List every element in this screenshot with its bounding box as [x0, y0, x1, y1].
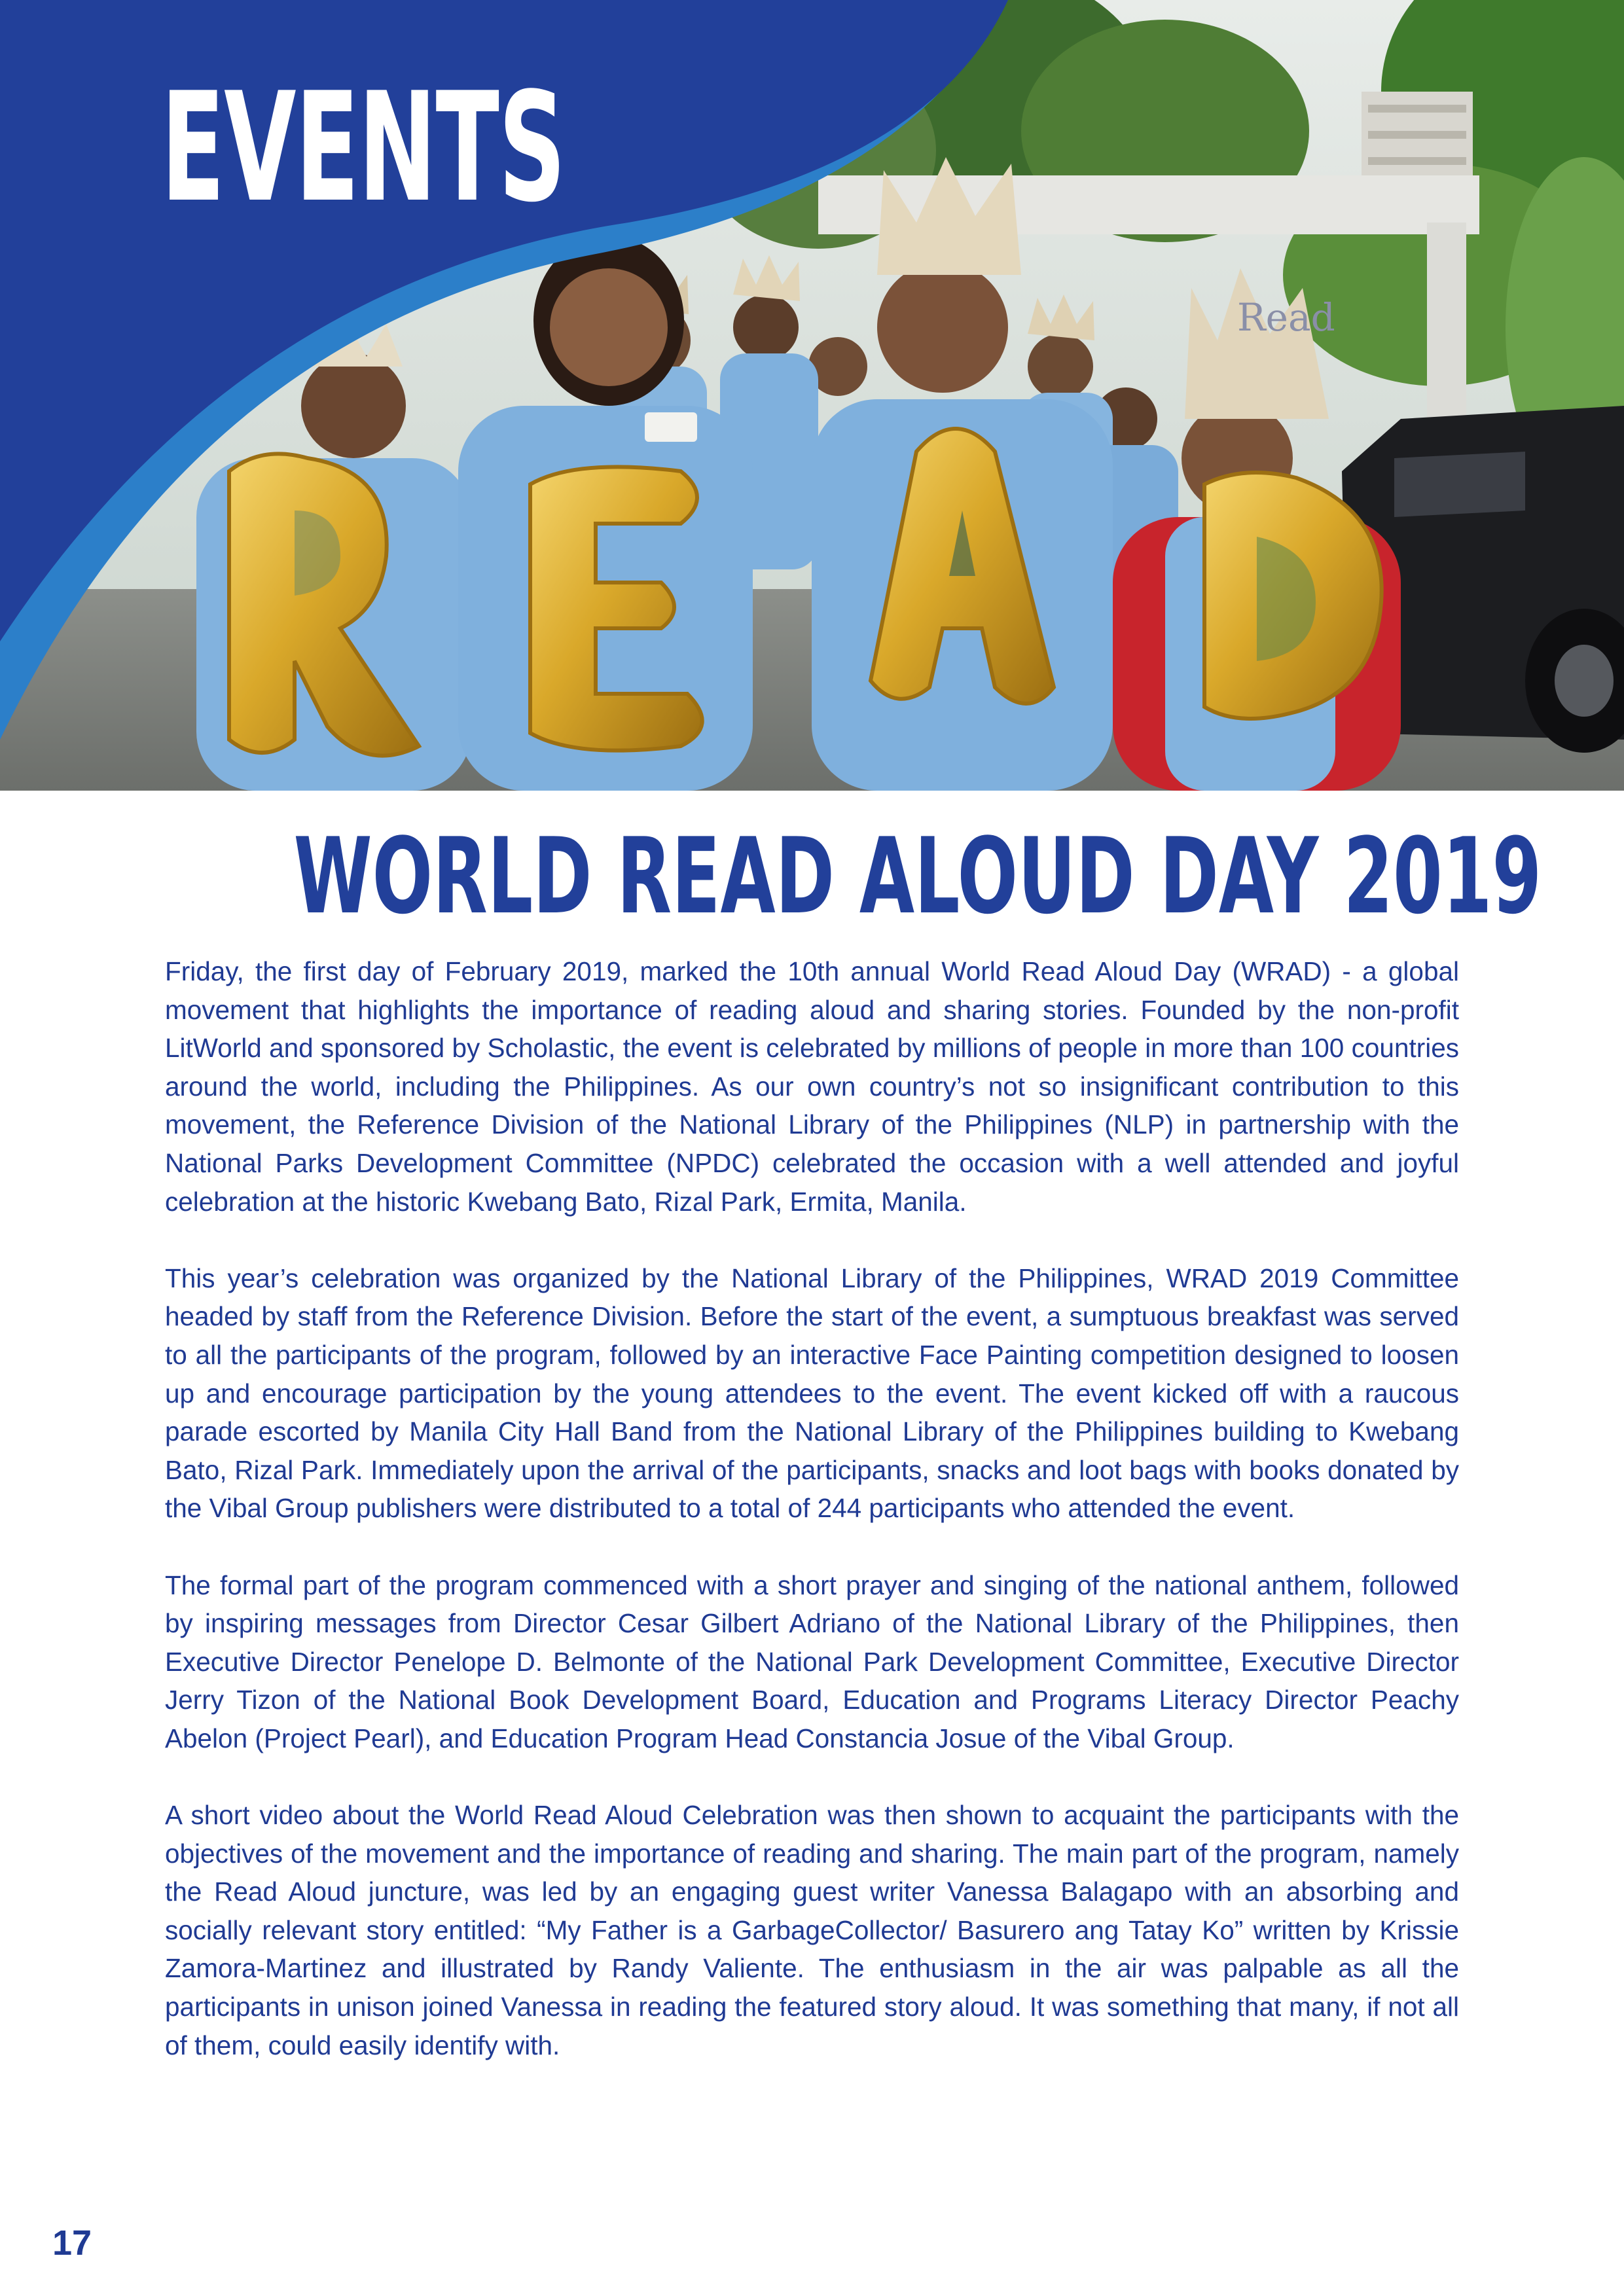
paragraph-3: The formal part of the program commenced with a short prayer and singing of the national anthem, followed by inspiring messages from Director Cesar Gilbert Adriano of the National Library of the Philippines, then Executive Director Penelope D. Belmonte of the National Park Development Committee, Executive Director Jerry Tizon of the National Book Development Board, Education and Programs Literacy Director Peachy Abelon (Project Pearl), and Education Program Head Constancia Josue of the Vibal Group. — [165, 1570, 1459, 1753]
paragraph-2: This year’s celebration was organized by the National Library of the Philippines, WRAD 2019 Committee headed by staff from the Reference Division. Before the start of the event, a sumptuous breakfast was served to all the participants of the program, followed by an interactive Face Painting competition designed to loosen up and encourage participation by the young attendees to the event. The event kicked off with a raucous parade escorted by Manila City Hall Band from the National Library of the Philippines building to Kwebang Bato, Rizal Park. Immediately upon the arrival of the participants, snacks and loot bags with books donated by the Vibal Group publishers were distributed to a total of 244 participants who attended the event. — [165, 1263, 1459, 1524]
paragraph-1: Friday, the first day of February 2019, marked the 10th annual World Read Aloud Day (WRAD) - a global movement that highlights the importance of reading aloud and sharing stories. Founded by the non-profit LitWorld and sponsored by Scholastic, the event is celebrated by millions of people in more than 100 countries around the world, including the Philippines. As our own country’s not so insignificant contribution to this movement, the Reference Division of the National Library of the Philippines (NLP) in partnership with the National Parks Development Committee (NPDC) celebrated the occasion with a well attended and joyful celebration at the historic Kwebang Bato, Rizal Park, Ermita, Manila. — [165, 956, 1459, 1217]
crown-text: Read — [1237, 295, 1335, 340]
paragraph-4: A short video about the World Read Aloud Celebration was then shown to acquaint the participants with the objectives of the movement and the importance of reading and sharing. The main part of the program, namely the Read Aloud juncture, was led by an engaging guest writer Vanessa Balagapo with an absorbing and socially relevant story entitled: “My Father is a GarbageCollector/ Basurero ang Tatay Ko” written by Krissie Zamora-Martinez and illustrated by Randy Valiente. The enthusiasm in the air was palpable as all the participants in unison joined Vanessa in reading the featured story aloud. It was something that many, if not all of them, could easily identify with. — [165, 1800, 1459, 2060]
article-title-text: WORLD READ ALOUD DAY 2019 — [293, 815, 1542, 937]
article-title — [0, 815, 1624, 937]
section-title: EVENTS — [161, 61, 566, 236]
article-body — [165, 952, 1459, 2103]
page-number: 17 — [52, 2223, 92, 2263]
